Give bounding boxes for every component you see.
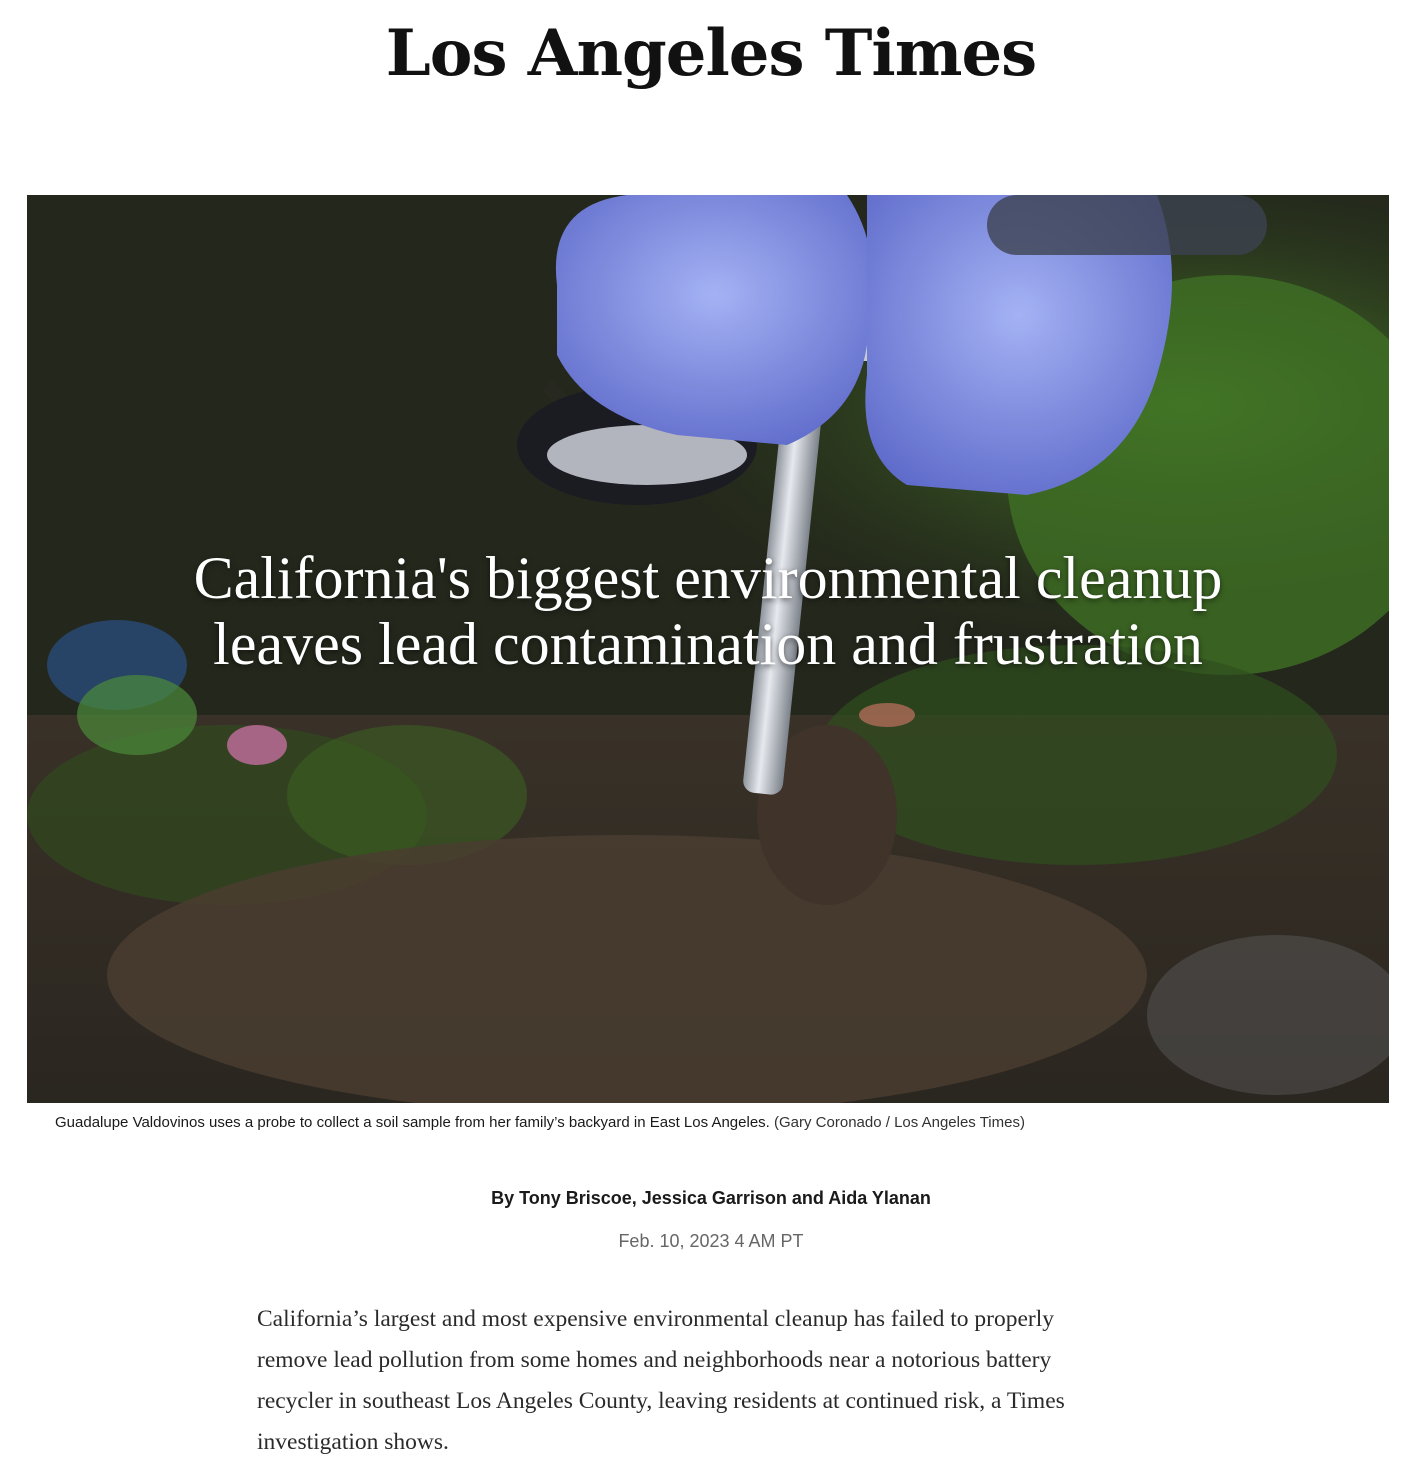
hero-image — [27, 195, 1389, 1103]
paragraph-line-3: recycler in southeast Los Angeles County, leaving residents at continued risk, a Times — [257, 1388, 1065, 1414]
byline[interactable]: By Tony Briscoe, Jessica Garrison and Aida Ylanan — [491, 1188, 931, 1208]
article-headline — [27, 545, 1389, 677]
caption-text: Guadalupe Valdovinos uses a probe to collect a soil sample from her family’s backyard in East Los Angeles. — [55, 1114, 770, 1131]
masthead-logo[interactable]: Los Angeles Times — [385, 16, 1037, 91]
photo-caption — [55, 1114, 1025, 1131]
headline-line-1: California's biggest environmental cleanup — [193, 545, 1223, 611]
article-paragraph — [257, 1299, 1177, 1463]
publish-date: Feb. 10, 2023 4 AM PT — [618, 1231, 804, 1251]
photo-credit: (Gary Coronado / Los Angeles Times) — [774, 1114, 1025, 1131]
paragraph-line-4: investigation shows. — [257, 1429, 449, 1455]
headline-line-2: leaves lead contamination and frustration — [213, 611, 1203, 677]
paragraph-line-2: remove lead pollution from some homes and neighborhoods near a notorious battery — [257, 1347, 1052, 1373]
paragraph-line-1: California’s largest and most expensive environmental cleanup has failed to properly — [257, 1306, 1055, 1332]
